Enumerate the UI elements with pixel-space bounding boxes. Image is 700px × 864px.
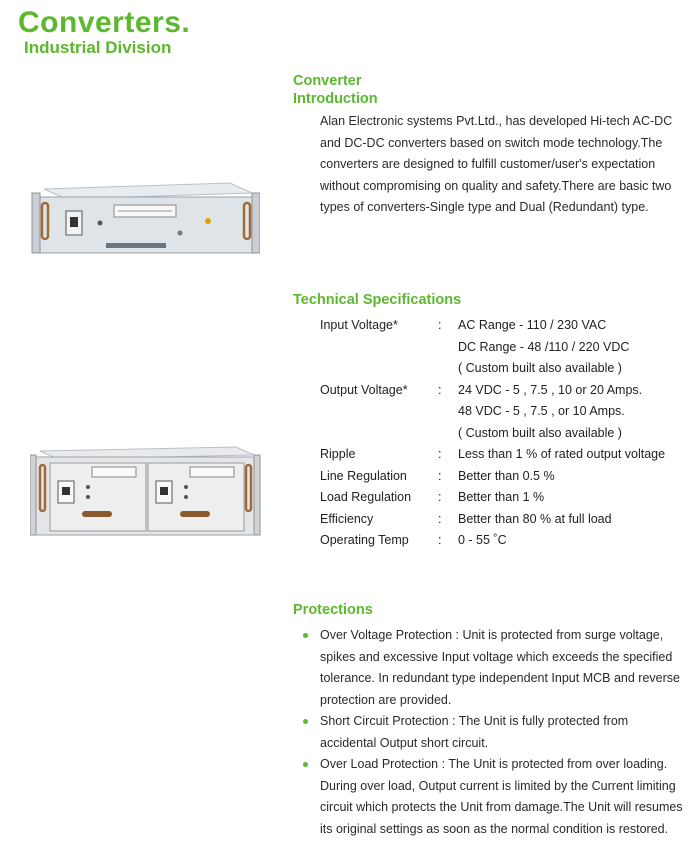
spec-separator <box>438 358 458 380</box>
bullet-icon <box>303 719 308 724</box>
spec-separator: : <box>438 447 442 461</box>
protection-item <box>303 754 683 840</box>
spec-label <box>320 401 438 423</box>
intro-paragraph-text: Alan Electronic systems Pvt.Ltd., has developed Hi-tech AC-DC and DC-DC converters based on switch mode technology.The converters are designed to fulfill customer/user's expectation without compromising on quality and safety.There are basic two types of converters-Single type and Dual (Redundant) type. <box>320 114 673 214</box>
spec-row <box>320 358 665 380</box>
protection-item-text: Over Voltage Protection : Unit is protected from surge voltage, spikes and excessive Input voltage which exceeds the specified tolerance. In redundant type independent Input MCB and reverse protection are provided. <box>320 628 680 707</box>
specs-table <box>320 315 665 552</box>
spec-row <box>320 401 665 423</box>
spec-separator <box>438 337 458 359</box>
intro-heading-line1: Converter <box>293 73 362 89</box>
protection-item-text: Over Load Protection : The Unit is protected from over loading. During over load, Output current is limited by the Current limiting circuit which protects the Unit from damage.The Unit will resumes its original settings as soon as the normal condition is restored. <box>320 757 683 836</box>
spec-row <box>320 380 665 402</box>
spec-separator: : <box>438 490 442 504</box>
spec-label: Efficiency <box>320 511 374 526</box>
spec-value: 48 VDC - 5 , 7.5 , or 10 Amps. <box>458 404 625 418</box>
page-title: Converters. <box>18 6 191 39</box>
spec-label: Ripple <box>320 447 356 461</box>
spec-value: 24 VDC - 5 , 7.5 , 10 or 20 Amps. <box>458 382 643 397</box>
spec-label <box>320 358 438 380</box>
protections-list <box>303 625 683 840</box>
spec-separator <box>438 423 458 445</box>
intro-paragraph <box>320 111 685 219</box>
spec-value: DC Range - 48 /110 / 220 VDC <box>458 339 630 354</box>
spec-row <box>320 530 665 552</box>
spec-value: AC Range - 110 / 230 VAC <box>458 318 607 332</box>
spec-label: Line Regulation <box>320 468 407 483</box>
intro-heading-line2: Introduction <box>293 91 378 107</box>
spec-value: ( Custom built also available ) <box>458 425 622 440</box>
dual-converter-image <box>30 443 262 538</box>
spec-value: 0 - 55 ˚C <box>458 533 507 547</box>
spec-value: Less than 1 % of rated output voltage <box>458 447 666 461</box>
bullet-icon <box>303 633 308 638</box>
spec-row <box>320 337 665 359</box>
spec-label: Output Voltage* <box>320 382 408 397</box>
spec-value: Better than 80 % at full load <box>458 511 612 526</box>
spec-value: Better than 1 % <box>458 490 545 504</box>
spec-row <box>320 315 665 337</box>
spec-value: ( Custom built also available ) <box>458 361 622 375</box>
single-converter-image <box>30 175 260 255</box>
spec-row <box>320 487 665 509</box>
spec-value: Better than 0.5 % <box>458 468 555 483</box>
spec-separator <box>438 401 458 423</box>
protections-heading: Protections <box>293 602 373 618</box>
spec-separator: : <box>438 533 442 547</box>
spec-row <box>320 423 665 445</box>
protection-item <box>303 625 683 711</box>
spec-label: Load Regulation <box>320 490 412 504</box>
protection-item-text: Short Circuit Protection : The Unit is fully protected from accidental Output short circuit. <box>320 714 629 750</box>
protection-item <box>303 711 683 754</box>
spec-row <box>320 444 665 466</box>
bullet-icon <box>303 762 308 767</box>
spec-row <box>320 466 665 488</box>
spec-label <box>320 423 438 445</box>
spec-separator: : <box>438 318 442 332</box>
specs-heading: Technical Specifications <box>293 292 462 308</box>
spec-separator: : <box>438 511 442 526</box>
intro-heading <box>293 72 378 108</box>
spec-label: Operating Temp <box>320 533 409 547</box>
spec-separator: : <box>438 468 442 483</box>
spec-row <box>320 509 665 531</box>
spec-separator: : <box>438 382 442 397</box>
spec-label: Input Voltage* <box>320 318 398 332</box>
spec-label <box>320 337 438 359</box>
page-subtitle: Industrial Division <box>24 38 172 57</box>
